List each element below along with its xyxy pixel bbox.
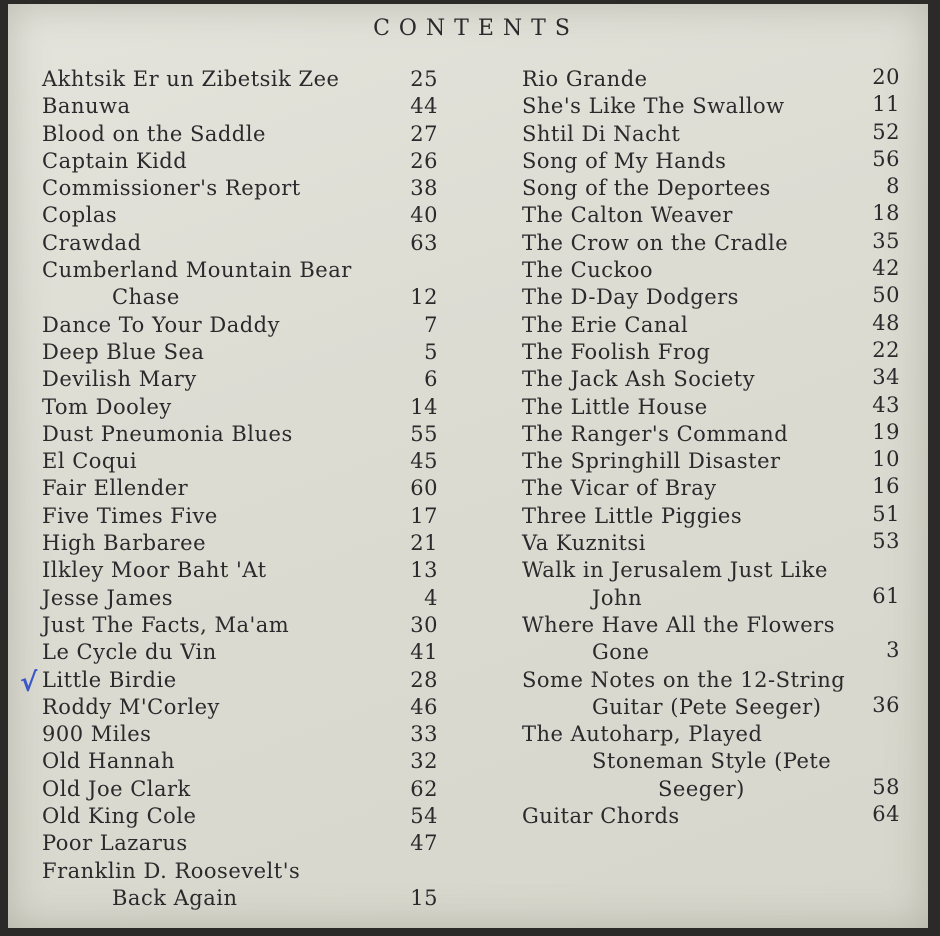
toc-entry-page-number: 55 <box>410 421 438 446</box>
toc-entry-title: The Crow on the Cradle <box>522 230 789 255</box>
toc-entry-title: The Little House <box>522 394 708 419</box>
toc-entry-page-number: 30 <box>410 612 438 637</box>
toc-entry <box>42 121 438 148</box>
toc-entry-title: Guitar Chords <box>522 804 680 829</box>
toc-entry-page-number: 7 <box>424 312 438 337</box>
toc-entry-page-number: 26 <box>410 148 438 173</box>
toc-entry-page-number: 54 <box>410 804 438 829</box>
toc-entry-title: Cumberland Mountain Bear <box>42 258 352 283</box>
toc-entry-title: High Barbaree <box>42 531 207 556</box>
toc-entry-page-number: 20 <box>872 65 900 89</box>
toc-entry-page-number: 43 <box>872 392 900 417</box>
toc-entry <box>522 612 900 667</box>
toc-entry-title: Song of the Deportees <box>522 176 771 201</box>
toc-entry-page-number: 12 <box>410 285 438 310</box>
toc-entry <box>42 312 438 339</box>
toc-entry-title: Chase <box>112 285 180 310</box>
toc-entry-page-number: 14 <box>410 394 438 419</box>
toc-entry <box>522 284 900 311</box>
toc-entry-title: She's Like The Swallow <box>522 94 785 119</box>
toc-entry <box>522 667 900 722</box>
toc-entry-title: Ilkley Moor Baht 'At <box>42 558 267 583</box>
toc-entry <box>42 557 438 584</box>
toc-entry-title: Jesse James <box>42 585 174 610</box>
toc-entry <box>42 694 438 721</box>
toc-entry-page-number: 40 <box>410 203 438 228</box>
toc-entry-page-number: 22 <box>872 337 900 362</box>
toc-entry-title: El Coqui <box>42 449 138 474</box>
toc-entry <box>42 858 438 913</box>
toc-entry-title: Crawdad <box>42 230 142 255</box>
toc-entry-page-number: 15 <box>410 885 438 910</box>
toc-entry-page-number: 64 <box>872 802 900 827</box>
toc-entry-page-number: 41 <box>410 640 438 665</box>
toc-entry-title: The Jack Ash Society <box>522 367 756 392</box>
toc-entry <box>522 421 900 448</box>
toc-entry-page-number: 13 <box>410 558 438 583</box>
toc-entry <box>522 394 900 421</box>
toc-entry <box>522 312 900 339</box>
toc-entry-title: Dance To Your Daddy <box>42 312 280 337</box>
toc-entry-title: Where Have All the Flowers <box>522 612 835 637</box>
toc-entry-title: Shtil Di Nacht <box>522 121 681 146</box>
toc-entry-title: Dust Pneumonia Blues <box>42 421 293 446</box>
toc-entry-title: The Erie Canal <box>522 312 689 337</box>
toc-entry <box>42 830 438 857</box>
toc-entry <box>42 339 438 366</box>
toc-entry-title: Little Birdie <box>42 667 177 692</box>
toc-entry-page-number: 11 <box>872 92 900 117</box>
toc-entry-title: Franklin D. Roosevelt's <box>42 858 301 883</box>
toc-entry-title: The Foolish Frog <box>522 339 711 364</box>
toc-entry <box>42 475 438 502</box>
toc-entry <box>42 257 438 312</box>
toc-entry-page-number: 58 <box>872 774 900 799</box>
toc-entry-title: Five Times Five <box>42 503 218 528</box>
toc-entry <box>522 803 900 830</box>
toc-entry <box>42 639 438 666</box>
toc-entry-title: Gone <box>592 640 650 665</box>
toc-entry-page-number: 42 <box>872 256 900 281</box>
toc-entry-page-number: 63 <box>410 230 438 255</box>
toc-entry-title: Tom Dooley <box>42 394 172 419</box>
toc-entry-page-number: 60 <box>410 476 438 501</box>
contents-left-column <box>42 66 438 912</box>
toc-entry <box>42 148 438 175</box>
toc-entry <box>42 448 438 475</box>
toc-entry-page-number: 8 <box>886 174 900 199</box>
toc-entry <box>42 66 438 93</box>
toc-entry-page-number: 5 <box>424 339 438 364</box>
toc-entry-title: Old King Cole <box>42 804 197 829</box>
toc-entry-title: Devilish Mary <box>42 367 197 392</box>
toc-entry-page-number: 61 <box>872 583 900 608</box>
toc-entry <box>42 585 438 612</box>
toc-entry-title: The Autoharp, Played <box>522 722 763 747</box>
toc-entry <box>522 121 900 148</box>
toc-entry-page-number: 53 <box>872 529 900 554</box>
toc-entry-page-number: 4 <box>424 585 438 610</box>
toc-entry-page-number: 46 <box>410 694 438 719</box>
toc-entry <box>522 148 900 175</box>
toc-entry-page-number: 28 <box>410 667 438 692</box>
toc-entry <box>522 475 900 502</box>
toc-entry-page-number: 50 <box>872 283 900 308</box>
toc-entry-page-number: 3 <box>886 638 900 663</box>
page-title: CONTENTS <box>373 16 579 41</box>
toc-entry-title: Old Hannah <box>42 749 175 774</box>
toc-entry <box>522 175 900 202</box>
toc-entry-page-number: 17 <box>410 503 438 528</box>
toc-entry <box>522 503 900 530</box>
toc-entry-title: Captain Kidd <box>42 148 188 173</box>
toc-entry-page-number: 47 <box>410 831 438 856</box>
toc-entry <box>42 93 438 120</box>
contents-right-column <box>522 66 900 830</box>
toc-entry-title: Guitar (Pete Seeger) <box>592 694 822 719</box>
toc-entry <box>522 530 900 557</box>
toc-entry-page-number: 44 <box>410 94 438 119</box>
toc-entry <box>42 776 438 803</box>
toc-entry <box>42 612 438 639</box>
toc-entry <box>42 175 438 202</box>
toc-entry <box>42 530 438 557</box>
toc-entry-title: Seeger) <box>658 776 745 801</box>
toc-entry <box>522 93 900 120</box>
contents-page <box>8 4 928 928</box>
toc-entry-title: John <box>592 585 643 610</box>
toc-entry-page-number: 38 <box>410 176 438 201</box>
toc-entry-title: Three Little Piggies <box>522 503 743 528</box>
toc-entry-title: Coplas <box>42 203 118 228</box>
toc-entry-title: The D-Day Dodgers <box>522 285 739 310</box>
toc-entry-title: Rio Grande <box>522 67 648 91</box>
toc-entry-page-number: 36 <box>872 692 900 717</box>
toc-entry <box>522 557 900 612</box>
toc-entry <box>522 721 900 803</box>
toc-entry-title: The Cuckoo <box>522 258 653 283</box>
toc-entry <box>42 394 438 421</box>
toc-entry <box>522 366 900 393</box>
toc-entry <box>42 421 438 448</box>
toc-entry-title: Some Notes on the 12-String <box>522 667 846 692</box>
toc-entry-title: Banuwa <box>42 94 131 119</box>
toc-entry-title: Walk in Jerusalem Just Like <box>522 558 828 583</box>
toc-entry-page-number: 62 <box>410 776 438 801</box>
toc-entry-title: Akhtsik Er un Zibetsik Zee <box>42 67 340 91</box>
toc-entry-page-number: 27 <box>410 121 438 146</box>
toc-entry-title: Roddy M'Corley <box>42 694 220 719</box>
toc-entry-title: Song of My Hands <box>522 148 727 173</box>
toc-entry-page-number: 56 <box>872 146 900 171</box>
toc-entry-page-number: 10 <box>872 447 900 472</box>
toc-entry-title: Fair Ellender <box>42 476 189 501</box>
toc-entry-title: Le Cycle du Vin <box>42 640 217 665</box>
toc-entry <box>42 748 438 775</box>
toc-entry-title: Stoneman Style (Pete <box>592 749 832 774</box>
toc-entry-title: Just The Facts, Ma'am <box>42 612 290 637</box>
toc-entry <box>522 448 900 475</box>
toc-entry-page-number: 21 <box>410 531 438 556</box>
toc-entry-title: The Springhill Disaster <box>522 449 781 474</box>
toc-entry-page-number: 48 <box>872 310 900 335</box>
toc-entry-title: Deep Blue Sea <box>42 339 205 364</box>
toc-entry-page-number: 16 <box>872 474 900 499</box>
toc-entry-page-number: 51 <box>872 501 900 526</box>
toc-entry-title: The Calton Weaver <box>522 203 733 228</box>
toc-entry-title: Commissioner's Report <box>42 176 301 201</box>
toc-entry <box>42 202 438 229</box>
toc-entry <box>522 230 900 257</box>
toc-entry-title: Old Joe Clark <box>42 776 191 801</box>
toc-entry-title: Va Kuznitsi <box>522 531 646 556</box>
toc-entry <box>42 503 438 530</box>
toc-entry-page-number: 32 <box>410 749 438 774</box>
toc-entry <box>522 339 900 366</box>
toc-entry-page-number: 34 <box>872 365 900 390</box>
toc-entry-page-number: 6 <box>424 367 438 392</box>
toc-entry <box>522 202 900 229</box>
checkmark-icon: √ <box>20 668 38 698</box>
toc-entry <box>522 257 900 284</box>
toc-entry <box>42 803 438 830</box>
toc-entry-page-number: 25 <box>410 67 438 91</box>
toc-entry-page-number: 52 <box>872 119 900 144</box>
toc-entry-title: 900 Miles <box>42 722 152 747</box>
toc-entry-page-number: 35 <box>872 228 900 253</box>
toc-entry-title: Back Again <box>112 885 238 910</box>
toc-entry-page-number: 33 <box>410 722 438 747</box>
toc-entry <box>42 230 438 257</box>
toc-entry-title: The Vicar of Bray <box>522 476 717 501</box>
toc-entry-title: Poor Lazarus <box>42 831 188 856</box>
toc-entry <box>42 667 438 694</box>
toc-entry-page-number: 45 <box>410 449 438 474</box>
toc-entry-page-number: 19 <box>872 419 900 444</box>
toc-entry <box>42 721 438 748</box>
toc-entry-title: Blood on the Saddle <box>42 121 266 146</box>
toc-entry <box>42 366 438 393</box>
toc-entry <box>522 66 900 93</box>
toc-entry-title: The Ranger's Command <box>522 421 789 446</box>
toc-entry-page-number: 18 <box>872 201 900 226</box>
